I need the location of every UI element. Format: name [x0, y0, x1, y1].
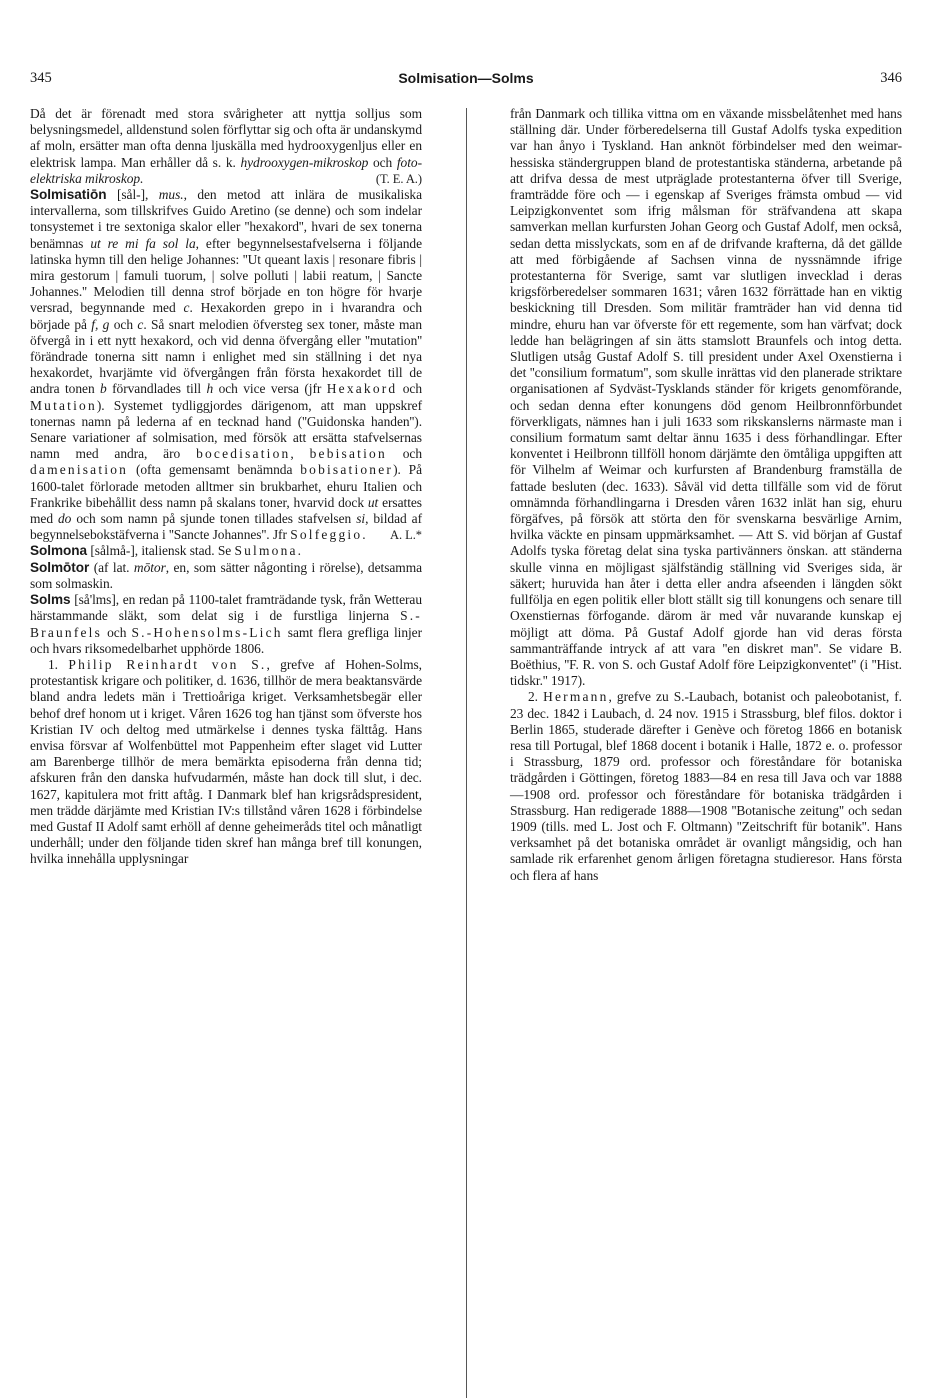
italic-term: do	[58, 511, 72, 527]
entry-philip-reinhardt	[30, 657, 422, 868]
text: förvandlades till	[112, 381, 202, 397]
italic-term: foto-elektriska mikroskop.	[30, 154, 422, 186]
italic-term: si	[356, 511, 366, 527]
text: , den metod att inlära de musikaliska intervallerna, som tillskrifves Guido Aretino (se denne) och som indelar tonsystemet i tre sextoniga skalor eller ''hexakord'', hvari de sex tonerna benämnas	[30, 187, 422, 251]
column-divider	[466, 108, 467, 1398]
spaced-term: S.-Braunfels	[30, 608, 422, 640]
italic-term: hydrooxygen-mikroskop	[240, 154, 369, 170]
text: . Hexakorden grepo in i hvarandra och började på	[30, 300, 422, 332]
spaced-term: Philip Reinhardt von S.	[68, 656, 267, 672]
spaced-term: bocedisation	[196, 446, 291, 462]
italic-term: c	[183, 300, 190, 316]
text: . Så snart melodien öfversteg sex toner, måste man öfvergå in i ett nytt hexakord, och vid denna öfvergång eller ''mutation'' förändrade tonerna sitt namn i enlighet med sin ställning i det nya hexakordet, hvarjämte vid öfvergången från första hexakordet till de andra tonen	[30, 316, 422, 397]
page-header	[30, 70, 902, 94]
italic-term: ut re mi fa sol la	[90, 235, 196, 251]
text: och	[113, 316, 133, 332]
italic-term: mus.	[158, 187, 184, 203]
right-column	[510, 106, 902, 1398]
spaced-term: S.-Hohensolms-Lich	[131, 624, 283, 640]
text: (af lat.	[93, 559, 130, 575]
italic-term: c	[137, 316, 144, 332]
mikroskop-continuation	[30, 106, 422, 187]
italic-term: ut	[367, 494, 379, 510]
two-column-body	[30, 106, 902, 1398]
headword: Solmona	[30, 543, 88, 559]
headword: Solmōtor	[30, 559, 90, 575]
author-signature: A. L.*	[390, 528, 422, 543]
page-number-left: 345	[30, 70, 52, 86]
entry-number: 2.	[528, 689, 538, 705]
text: , en, som sätter någonting i rörelse), detsamma som solmaskin.	[30, 559, 423, 591]
entry-solmisation: Solmisatiōn [sål-], mus., den metod att inlära de musikaliska intervallerna, som tillskrifves Guido Aretino (se denne) och som indelar tonsystemet i tre sextoniga skalor eller ''hexakord'', hvari de sex tonerna benämnas ut re mi fa sol la, efter begynnelsestafvelserna i följande latinska hymn till den helige Johannes: ''Ut queant laxis | resonare fibris | mira gestorum | famuli tuorum, | solve polluti | labii reatum, | Sancte Johannes.'' Melodien till denna strof började en ton högre för hvarje versrad, begynnande med c. Hexakorden grepo in i hvarandra och började på f, g och c. Så snart melodien öfversteg sex toner, måste man öfvergå in i ett nytt hexakord, och vid denna öfvergång eller ''mutation'' förändrade tonerna sitt namn i enlighet med sin ställning i det nya hexakordet, hvarjämte vid öfvergången från första hexakordet till de andra tonen b förvandlades till h och vice versa (jfr Hexakord och Mutation). Systemet tydliggjordes därigenom, att man uppskref tonernas namn på lederna af en tecknad hand (''Guidonska handen''). Senare variationer af solmisation, med försök att ersätta stafvelsernas namn med andra, äro bocedisation, bebisation och damenisation (ofta gemensamt benämnda bobisationer). På 1600-talet förlorade metoden alltmer sin brukbarhet, ehuru Italien och Frankrike bibehållit dess namn på skalans toner, hvarvid dock ut ersattes med do och som namn på sjunde tonen tillades stafvelsen si, bildad af begynnelsebokstäfverna i ''Sancte Johannes''. Jfr Solfeggio. A. L.*	[30, 187, 423, 543]
italic-term: f, g	[91, 316, 110, 332]
text: ). Systemet tydliggjordes därigenom, att man uppskref tonernas namn på lederna af en tecknad hand (''Guidonska handen''). Senare variationer af solmisation, med försök att ersätta stafvelsernas namn med andra, äro	[30, 397, 422, 462]
text: (ofta gemensamt benämnda	[135, 462, 293, 478]
entry-solmona: Solmona [sålmå-], italiensk stad. Se Sulmona.	[30, 543, 301, 559]
text: , grefve af Hohen-Solms, protestantisk krigare och politiker, d. 1636, tillhör de mera beaktansvärde bland andra ledets män i Trettioåriga kriget. Verksamhetsbegär eller behof dref honom ut i kriget. Våren 1626 tog han tjänst som öfverste hos Kristian IV och deltog med utmärkelse i dennes tyska fälttåg. Hans envisa försvar af Wolfenbüttel mot Pappenheim efter slaget vid Lutter am Barenberge tillhör de mera bemärkta episoderna från denna tid; afskuren från den danska hufvudarmén, måste han dock till slut, i dec. 1627, kapitulera mot fritt aftåg. I Danmark blef han krigsrådspresident, men trädde därjämte med Kristian IV:s tillstånd våren 1628 i förbindelse med Gustaf II Adolf samt erhöll af denne geheimeråds titel och månatligt underhåll; under den följande tiden skref han många bref till konungen, hvilka innehålla upplysningar	[30, 656, 422, 867]
italic-term: b	[100, 381, 107, 397]
text: och	[372, 154, 393, 170]
text: , efter begynnelsestafvelserna i följande latinska hymn till den helige Johannes: ''Ut queant laxis | resonare fibris | mira gestorum | famuli tuorum, | solve polluti | labii reatum, | Sancte Johannes.'' Melodien till denna strof började en ton högre för hvarje versrad, begynnande med	[30, 235, 422, 316]
spaced-term: bobisationer	[300, 462, 394, 478]
text: Då det är förenadt med stora svårigheter att nyttja solljus som belysningsmedel, alldenstund solen förflyttar sig och ofta är undanskymd af moln, ersätter man ofta denna ljuskälla med hydrooxygenljus eller en elektrisk lampa. Man erhåller då s. k.	[30, 106, 422, 170]
text: och	[402, 381, 423, 397]
author-signature: (T. E. A.)	[375, 171, 422, 186]
spaced-term: bebisation	[309, 446, 387, 462]
philip-continuation: från Danmark och tillika vittna om en växande missbelåtenhet med hans ställning där. Under förberedelserna till Gustaf Adolfs tyska expedition var han ånyo i Tyskland. Han anknöt förbindelser med den weimar-hessiska ständergruppen bland de protestantiska ständerna, arbetande på att drifva dessa de mest utpräglade protestanterna öfver till Sverige, framträdde före och — i egenskap af Sveriges främsta ombud — vid Leipzigkonventet som ifrig målsman för sträfvandena att skapa samverkan mellan kurfursten Johan Georg och Gustaf Adolf, men också, sedan detta misslyckats, som en af de drifvande krafterna, då det gällde att med förbigående af Sachsen vinna de nyssnämnde ifrige protestanterna för Sverige, samt var slutligen invecklad i deras krigsförberedelser sommaren 1631; våren 1632 förrättade han en viktig beskickning till Dresden. Som militär framträder han vid denna tid mindre, ehuru han var öfverste för ett regemente, som han värfvat; dock ledde han belägringen af sin ätts stamslott Braunfels och intog detta. Slutligen utsåg Gustaf Adolf S. till president under Axel Oxenstierna i det ''consilium formatum'', som skulle inrättas vid den planerade striktare organisationen af Sydväst-Tysklands ständer för krigets genomförande, och sedan denna efter konungens död genom Heilbronnförbundet förverkligats, nämnes han i juli 1633 som rikskanslerns närmaste man i consilium formatum samt deltar ännu 1635 i dess förhandlingar. Efter konventet i Heilbronn tillföll honom därjämte den ömtåliga uppgiften att för Vilhelm af Weimar och kurfursten af Brandenburg framställa de fattade besluten (dec. 1633). Såväl vid detta tillfälle som vid de förut omnämnda förhandlingarna i Dresden våren 1632 inlät han sig, ehuru förgäfves, på försök att störta den för svenskarna besvärlige Arnim, hvilka väckte en pinsam uppmärksamhet. — Att S. vid början af Gustaf Adolfs tyska företag delat sina tyska partivänners önskan. att ständerna skulle vinna en möjligast själfständig ställning vid Sveriges sida, är säkert; huruvida han åter i detta eller andra afseenden i längden sökt fullfölja en egen politik eller blott ställt sig till konungens och senare till Oxenstiernas förfogande. därom är med vår nuvarande kunskap ej möjligt att döma. På Gustaf Adolf gjorde han vid deras första sammanträffande intryck af att vara ''en diskret man''. Se vidare B. Boëthius, ''F. R. von S. och Gustaf Adolf före Leipzigkonventet'' (i ''Hist. tidskr.'' 1917).	[510, 106, 902, 689]
text: , bildad af begynnelsebokstäfverna i ''Sancte Johannes''. Jfr	[30, 511, 423, 543]
running-head: Solmisation—Solms	[398, 70, 534, 86]
entry-solms	[30, 592, 422, 657]
text: och vice versa (jfr	[218, 381, 322, 397]
text: och som namn på sjunde tonen tillades stafvelsen	[76, 511, 352, 527]
text: , grefve zu S.-Laubach, botanist och paleobotanist, f. 23 dec. 1842 i Laubach, d. 24 nov. 1915 i Strassburg, blef filos. doktor i Berlin 1865, studerade därefter i Genève och företog 1866 en botanisk resa till Portugal, blef 1868 docent i botanik i Halle, 1872 e. o. professor i Strassburg, 1879 ord. professor och föreståndare för botaniska trädgården i Göttingen, företog 1883—84 en resa till Java och var 1888—1908 ord. professor och föreståndare för botaniska trädgården i Strassburg. Han redigerade 1888—1908 ''Botanische zeitung'' och sedan 1909 (tills. med L. Jost och F. Oltmann) ''Zeitschrift für botanik''. Hans verksamhet på det botaniska området är ovanligt mångsidig, och han samlade rik erfarenhet genom årligen företagna studieresor. Hans första och flera af hans	[510, 689, 902, 883]
text: och	[402, 446, 423, 462]
page-number-right: 346	[880, 70, 902, 86]
text: [så'lms], en redan på 1100-talet framträdande tysk, från Wetterau härstammande släkt, som delat sig i de furstliga linjerna	[30, 592, 422, 624]
entry-solmotor	[30, 560, 422, 592]
italic-term: mōtor	[133, 559, 166, 575]
left-column	[30, 106, 422, 1398]
text: och	[107, 624, 127, 640]
entry-number: 1.	[48, 656, 58, 672]
headword: Solms	[30, 592, 71, 608]
text: ersattes med	[30, 494, 422, 527]
spaced-term: Mutation	[30, 397, 97, 413]
spaced-term: Sulmona	[234, 543, 298, 559]
spaced-term: Solfeggio	[290, 527, 363, 543]
spaced-term: Hermann	[543, 689, 609, 705]
entry-hermann	[510, 689, 902, 883]
text: ). På 1600-talet förlorade metoden alltmer sin brukbarhet, ehuru Italien och Frankrike bibehållit dess namn på skalans toner, hvarvid dock	[30, 462, 422, 510]
spaced-term: Hexakord	[326, 381, 398, 397]
text: samt flera grefliga linjer och hvars riksomedelbarhet upphörde 1806.	[30, 624, 423, 656]
italic-term: h	[206, 381, 214, 397]
book-page	[30, 70, 902, 1390]
headword: Solmisatiōn	[30, 187, 107, 203]
text: [sålmå-], italiensk stad. Se	[90, 543, 232, 559]
spaced-term: damenisation	[30, 462, 129, 478]
text: [sål-],	[116, 187, 149, 203]
